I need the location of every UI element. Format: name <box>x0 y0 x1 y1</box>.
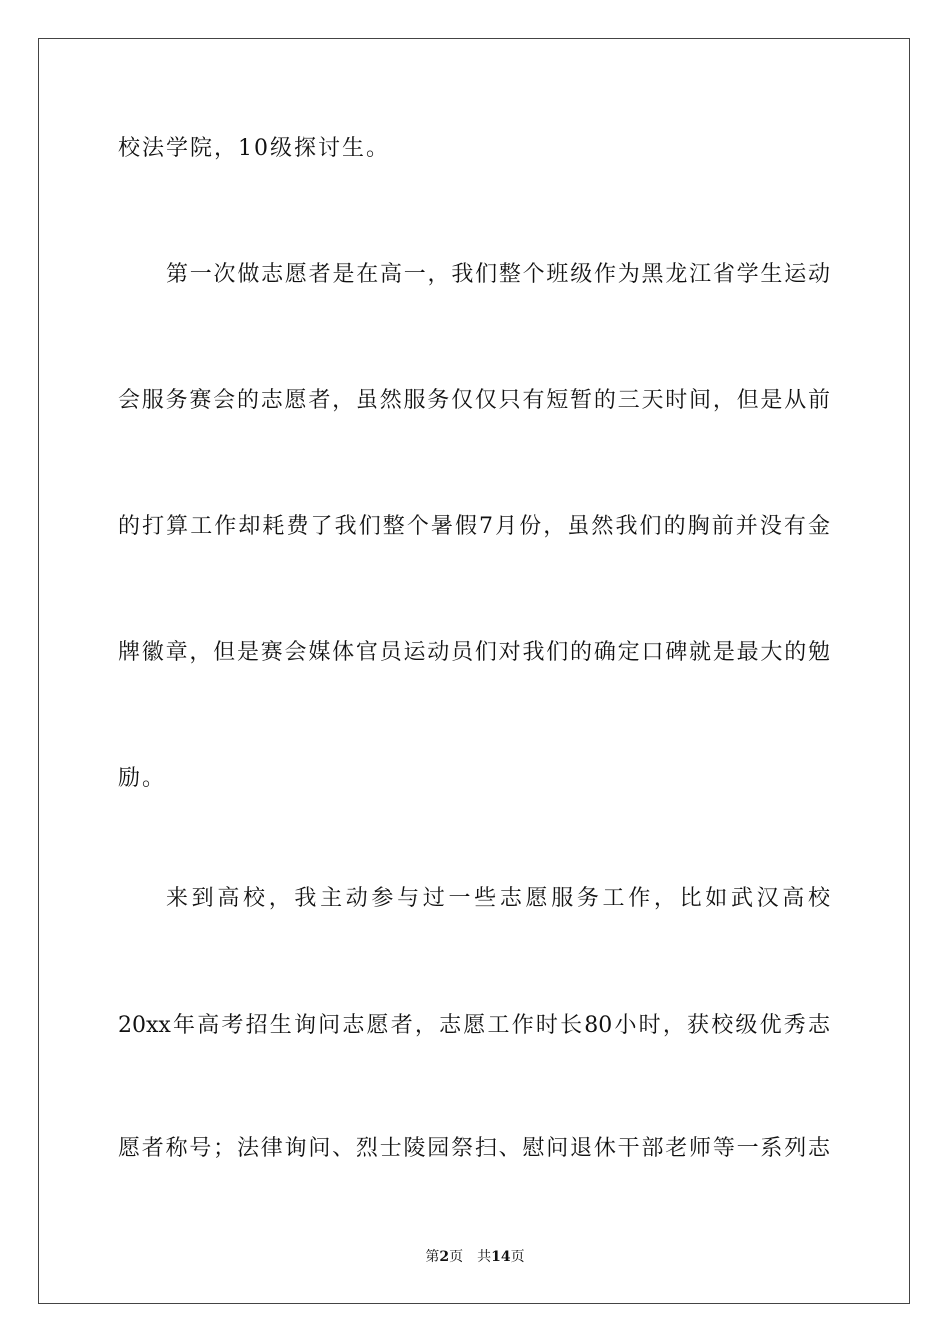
footer-page-suffix: 页 <box>449 1249 464 1265</box>
page-footer <box>0 1247 950 1267</box>
footer-total-suffix: 页 <box>510 1249 525 1265</box>
text-line-1: 校法学院，10级探讨生。 <box>118 136 390 161</box>
text-line-5: 牌徽章，但是赛会媒体官员运动员们对我们的确定口碑就是最大的勉 <box>118 640 830 665</box>
text-line-4: 的打算工作却耗费了我们整个暑假7月份，虽然我们的胸前并没有金 <box>118 514 830 539</box>
page-border <box>38 38 910 1304</box>
footer-total-prefix: 共 <box>477 1249 492 1265</box>
text-line-9: 愿者称号；法律询问、烈士陵园祭扫、慰问退休干部老师等一系列志 <box>118 1136 830 1161</box>
text-line-2: 第一次做志愿者是在高一，我们整个班级作为黑龙江省学生运动 <box>166 262 830 287</box>
text-line-8: 20xx年高考招生询问志愿者，志愿工作时长80小时，获校级优秀志 <box>118 1013 830 1038</box>
footer-total-number: 14 <box>491 1249 511 1265</box>
text-line-6: 励。 <box>118 766 167 791</box>
text-line-7: 来到高校，我主动参与过一些志愿服务工作，比如武汉高校 <box>166 886 830 911</box>
footer-page-prefix: 第 <box>425 1249 440 1265</box>
footer-page-number: 2 <box>439 1249 450 1265</box>
text-line-3: 会服务赛会的志愿者，虽然服务仅仅只有短暂的三天时间，但是从前 <box>118 388 830 413</box>
